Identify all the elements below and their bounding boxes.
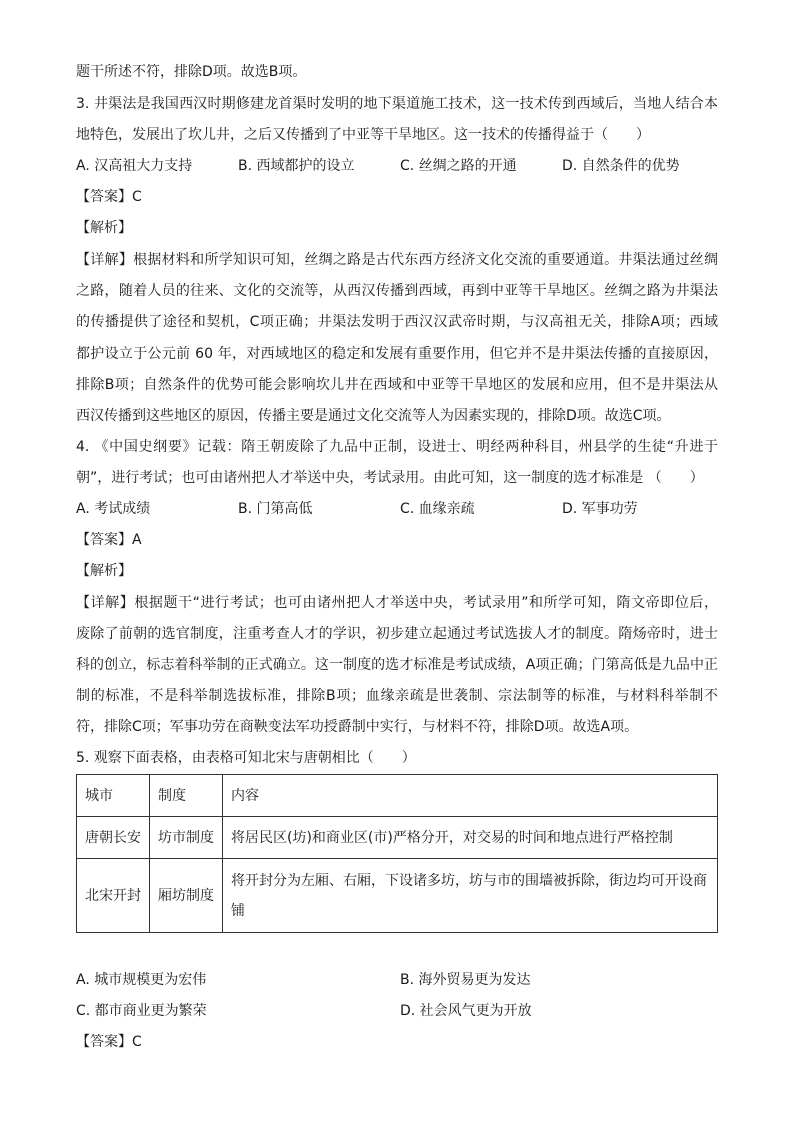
option-d: D. 军事功劳	[562, 501, 638, 517]
option-b: B. 海外贸易更为发达	[400, 972, 531, 988]
option-a: A. 考试成绩	[76, 501, 151, 517]
detail-line: 废除了前朝的选官制度，注重考查人才的学识，初步建立起通过考试选拔人才的制度。隋炀帝时，进士	[76, 626, 718, 642]
option-b: B. 门第高低	[238, 501, 313, 517]
question-4-stem: 4. 《中国史纲要》记载：隋王朝废除了九品中正制，设进士、明经两种科目，州县学的生徒“升进于	[76, 439, 718, 455]
table-header-cell: 制度	[150, 775, 223, 817]
table-cell: 厢坊制度	[150, 859, 223, 933]
detail-line: 的传播提供了途径和契机，C项正确；井渠法发明于西汉汉武帝时期，与汉高祖无关，排除A项；西域	[76, 314, 718, 330]
question-5-stem: 5. 观察下面表格，由表格可知北宋与唐朝相比（ ）	[76, 750, 416, 766]
option-c: C. 血缘亲疏	[400, 501, 475, 517]
table-header-cell: 城市	[77, 775, 150, 817]
detail-line: 符，排除C项；军事功劳在商鞅变法军功授爵制中实行，与材料不符，排除D项。故选A项。	[76, 719, 639, 735]
table-cell: 将居民区(坊)和商业区(市)严格分开，对交易的时间和地点进行严格控制	[223, 817, 718, 859]
detail-line: 之路，随着人员的往来、文化的交流等，从西汉传播到西域，再到中亚等干旱地区。丝绸之路为井渠法	[76, 283, 718, 299]
option-c: C. 丝绸之路的开通	[400, 158, 517, 174]
detail-line: 西汉传播到这些地区的原因，传播主要是通过文化交流等人为因素实现的，排除D项。故选C项。	[76, 408, 671, 424]
question-4-stem-cont: 朝”，进行考试；也可由诸州把人才举送中央，考试录用。由此可知，这一制度的选才标准是 （ ）	[76, 470, 704, 486]
detail-line: 【详解】根据题干“进行考试；也可由诸州把人才举送中央，考试录用”和所学可知，隋文帝即位后，	[76, 595, 718, 611]
detail-line: 【详解】根据材料和所学知识可知，丝绸之路是古代东西方经济文化交流的重要通道。井渠法通过丝绸	[76, 252, 718, 268]
answer-label: 【答案】C	[76, 189, 142, 205]
table-cell: 唐朝长安	[77, 817, 150, 859]
option-d: D. 自然条件的优势	[562, 158, 680, 174]
table-row	[77, 859, 718, 933]
table-cell: 北宋开封	[77, 859, 150, 933]
detail-line: 排除B项；自然条件的优势可能会影响坎儿井在西域和中亚等干旱地区的发展和应用，但不是井渠法从	[76, 377, 718, 393]
comparison-table	[76, 774, 718, 933]
answer-label: 【答案】C	[76, 1034, 142, 1050]
text-line: 题干所述不符，排除D项。故选B项。	[76, 64, 307, 80]
table-row	[77, 817, 718, 859]
option-a: A. 城市规模更为宏伟	[76, 972, 207, 988]
option-d: D. 社会风气更为开放	[400, 1003, 532, 1019]
question-3-stem: 3. 井渠法是我国西汉时期修建龙首渠时发明的地下渠道施工技术，这一技术传到西域后，当地人结合本	[76, 96, 718, 112]
detail-line: 制的标准，不是科举制选拔标准，排除B项；血缘亲疏是世袭制、宗法制等的标准，与材料科举制不	[76, 688, 718, 704]
option-c: C. 都市商业更为繁荣	[76, 1003, 207, 1019]
option-b: B. 西域都护的设立	[238, 158, 355, 174]
detail-line: 都护设立于公元前 60 年，对西域地区的稳定和发展有重要作用，但它并不是井渠法传播的直接原因，	[76, 346, 718, 362]
table-header-cell: 内容	[223, 775, 718, 817]
option-a: A. 汉高祖大力支持	[76, 158, 193, 174]
analysis-label: 【解析】	[76, 563, 132, 579]
answer-label: 【答案】A	[76, 532, 142, 548]
table-cell: 坊市制度	[150, 817, 223, 859]
analysis-label: 【解析】	[76, 220, 132, 236]
question-3-stem-cont: 地特色，发展出了坎儿井，之后又传播到了中亚等干旱地区。这一技术的传播得益于（ ）	[76, 127, 650, 143]
table-header-row	[77, 775, 718, 817]
detail-line: 科的创立，标志着科举制的正式确立。这一制度的选才标准是考试成绩，A项正确；门第高低是九品中正	[76, 657, 718, 673]
table-cell: 将开封分为左厢、右厢，下设诸多坊，坊与市的围墙被拆除，街边均可开设商铺	[223, 859, 718, 933]
